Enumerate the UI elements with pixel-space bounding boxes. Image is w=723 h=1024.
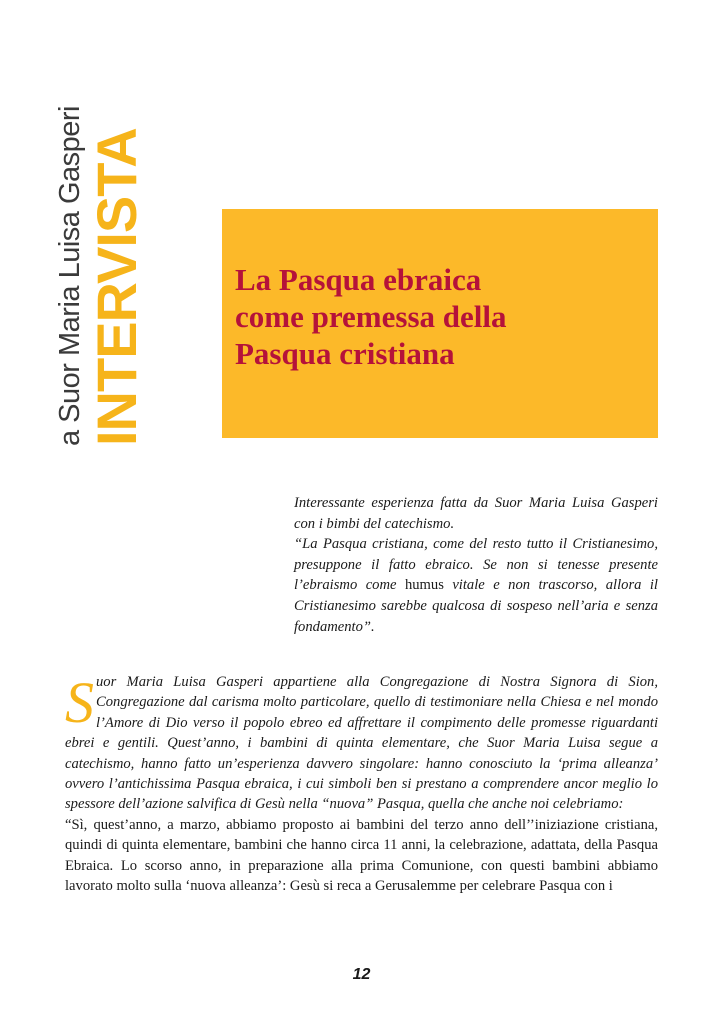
vertical-header [56,82,156,446]
intro-quote-start: “La Pasqua cristiana, come del resto tutto il Cristianesimo, presuppone il fatto ebraico. Se non si tenesse presente l’ebraismo come [294,536,658,594]
interview-subtitle: a Suor Maria Luisa Gasperi [54,106,86,446]
intro-quote-end: vitale e non trascorso, allora il Cristianesimo sarebbe qualcosa di sospeso nell’aria e senza fondamento”. [294,577,658,635]
lead-text: uor Maria Luisa Gasperi appartiene alla Congregazione di Nostra Signora di Sion, Congregazione dal carisma molto particolare, quello di testimoniare nella Chiesa e nel mondo l’Amore di Dio verso il popolo ebreo ed affrettare il compimento delle promesse riguardanti ebrei e gentili. Quest’anno, i bambini di quinta elementare, che Suor Maria Luisa segue a catechismo, hanno fatto un’esperienza davvero singolare: hanno conosciuto la ‘prima alleanza’ ovvero l’antichissima Pasqua ebraica, i cui simboli ben si prestano a comprendere ancor meglio lo spessore dell’azione salvifica di Gesù nella “nuova” Pasqua, quella che anche noi celebriamo: [65,674,658,813]
article-body [65,672,658,896]
title-box [222,209,658,438]
vertical-title [54,106,148,446]
section-kicker: INTERVISTA [85,128,148,446]
intro-humus: humus [404,577,444,594]
article-title [235,261,642,372]
intro-block [294,493,658,637]
drop-cap: S [65,670,94,735]
title-line-3: Pasqua cristiana [235,336,455,371]
intro-paragraph-1: Interessante esperienza fatta da Suor Maria Luisa Gasperi con i bimbi del catechismo. [294,495,658,532]
lead-paragraph [65,672,658,815]
body-paragraph-2: “Sì, quest’anno, a marzo, abbiamo proposto ai bambini del terzo anno dell’’iniziazione cristiana, quindi di quinta elementare, bambini che hanno circa 11 anni, la celebrazione, adattata, della Pasqua Ebraica. Lo scorso anno, in preparazione alla prima Comunione, con questi bambini abbiamo lavorato molto sulla ‘nuova alleanza’: Gesù si reca a Gerusalemme per celebrare Pasqua con i [65,816,658,895]
intro-paragraph-2 [294,534,658,637]
title-line-2: come premessa della [235,299,507,334]
title-line-1: La Pasqua ebraica [235,262,482,297]
page-number: 12 [352,966,371,983]
